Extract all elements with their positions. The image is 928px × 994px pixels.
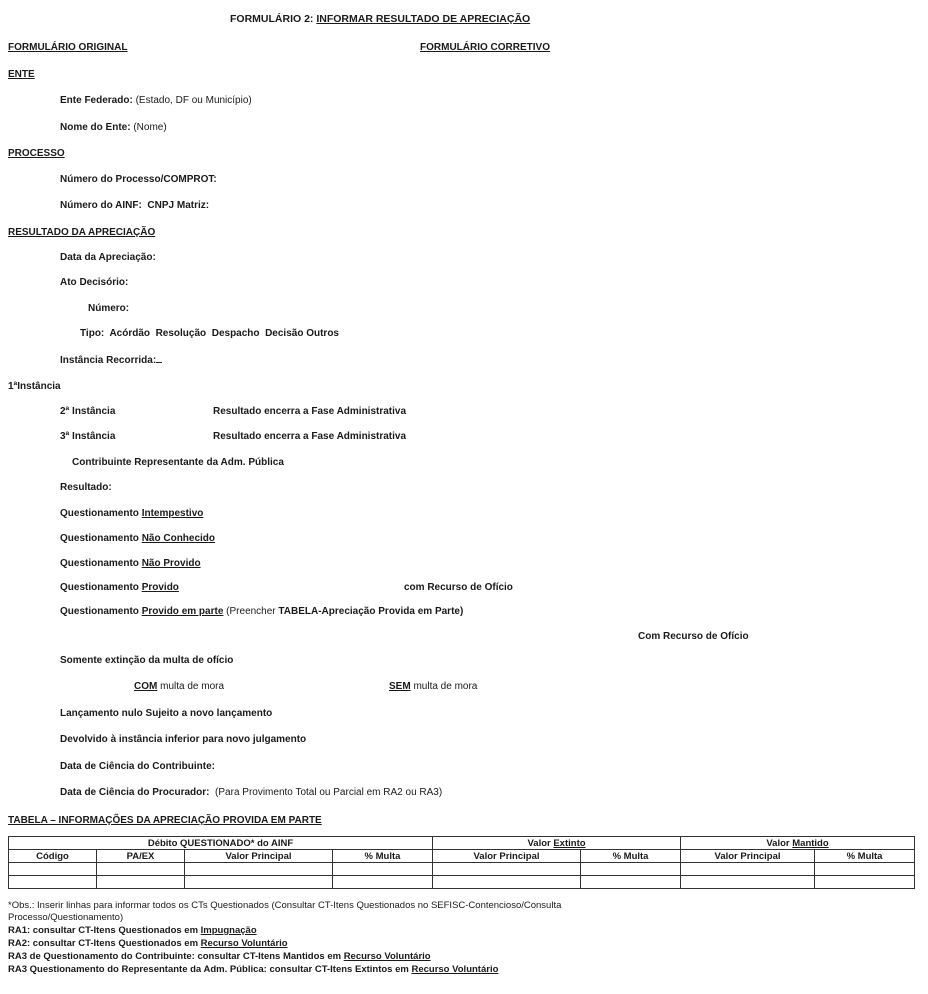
numero-ainf-label: Número do AINF: — [60, 200, 142, 211]
table-cell[interactable] — [815, 863, 915, 876]
multa-mora-text: multa de mora — [413, 681, 478, 692]
form-title — [230, 13, 530, 25]
tipo-row — [80, 328, 339, 339]
numero-label: Número: — [88, 303, 130, 314]
ra3a-u: Recurso Voluntário — [343, 951, 431, 962]
questionamento-provido — [60, 582, 179, 593]
somente-extincao-label: Somente extinção da multa de ofício — [60, 655, 234, 666]
ciencia-procurador-row — [60, 787, 442, 798]
provido-text: Provido — [141, 582, 179, 593]
tipo-label: Tipo: — [80, 328, 105, 339]
table-column-header-row — [9, 850, 915, 863]
encerra-fase-label: Resultado encerra a Fase Administrativa — [213, 406, 407, 417]
col-percent-multa: % Multa — [333, 850, 433, 863]
ra1-note — [8, 925, 257, 936]
table-cell[interactable] — [97, 876, 185, 889]
col-valor-principal: Valor Principal — [681, 850, 815, 863]
table-cell[interactable] — [815, 876, 915, 889]
table-cell[interactable] — [333, 863, 433, 876]
ra3b-prefix: RA3 Questionamento do Representante da Adm. Pública: consultar CT-Itens Extintos em — [8, 964, 412, 975]
ato-decisorio-label: Ato Decisório: — [60, 277, 129, 288]
nome-ente-row — [60, 122, 167, 133]
table-cell[interactable] — [433, 863, 581, 876]
questionamento-provido-parte — [60, 606, 463, 617]
table-cell[interactable] — [9, 876, 97, 889]
com-multa-mora — [134, 681, 224, 692]
group-valor-mantido — [681, 837, 915, 850]
multa-mora-text: multa de mora — [160, 681, 225, 692]
resultado-label: Resultado: — [60, 482, 112, 493]
group-valor-mantido-u: Mantido — [792, 837, 829, 849]
col-percent-multa: % Multa — [581, 850, 681, 863]
numero-processo-label: Número do Processo/COMPROT: — [60, 174, 217, 185]
apreciacao-table — [8, 836, 915, 889]
column-original-label: FORMULÁRIO ORIGINAL — [8, 42, 128, 53]
ente-federado-hint: (Estado, DF ou Município) — [135, 95, 252, 106]
terceira-instancia-label: 3ª Instância — [60, 431, 116, 442]
provido-parte-text: Provido em parte — [141, 606, 224, 617]
table-row — [9, 876, 915, 889]
group-valor-mantido-prefix: Valor — [766, 837, 793, 849]
group-valor-extinto-u: Extinto — [553, 837, 586, 849]
group-valor-extinto-prefix: Valor — [527, 837, 554, 849]
tipo-option: Acórdão — [109, 328, 151, 339]
col-percent-multa: % Multa — [815, 850, 915, 863]
instancia-recorrida-text: Instância Recorrida: — [60, 355, 157, 366]
ra2-u: Recurso Voluntário — [200, 938, 288, 949]
numero-ainf-row — [60, 200, 209, 211]
com-recurso-oficio-label: com Recurso de Ofício — [404, 582, 513, 593]
ra1-u: Impugnação — [200, 925, 257, 936]
questionamento-text: Questionamento — [60, 558, 139, 569]
table-cell[interactable] — [581, 863, 681, 876]
devolvido-label: Devolvido à instância inferior para novo julgamento — [60, 734, 307, 745]
tipo-option: Decisão — [265, 328, 304, 339]
questionamento-text: Questionamento — [60, 508, 139, 519]
col-pa-ex: PA/EX — [97, 850, 185, 863]
group-debito-questionado: Débito QUESTIONADO* do AINF — [9, 837, 433, 850]
table-cell[interactable] — [97, 863, 185, 876]
obs-line-1: *Obs.: Inserir linhas para informar todos os CTs Questionados (Consultar CT-Itens Questionados no SEFISC-Contencioso/Consulta — [8, 900, 562, 911]
table-cell[interactable] — [681, 876, 815, 889]
provido-parte-hint: (Preencher — [226, 606, 279, 617]
ciencia-procurador-label: Data de Ciência do Procurador: — [60, 787, 210, 798]
com-recurso-oficio-cap-label: Com Recurso de Ofício — [638, 631, 749, 642]
form-title-prefix: FORMULÁRIO 2: — [230, 13, 317, 25]
table-group-row — [9, 837, 915, 850]
ra1-prefix: RA1: consultar CT-Itens Questionados em — [8, 925, 201, 936]
encerra-fase-label: Resultado encerra a Fase Administrativa — [213, 431, 407, 442]
ra3-representante-note — [8, 964, 498, 975]
questionamento-text: Questionamento — [60, 533, 139, 544]
ra2-note — [8, 938, 288, 949]
table-cell[interactable] — [433, 876, 581, 889]
section-processo-header: PROCESSO — [8, 148, 65, 159]
ciencia-contribuinte-label: Data de Ciência do Contribuinte: — [60, 761, 216, 772]
instancia-recorrida-label — [60, 355, 162, 366]
column-corretivo-label: FORMULÁRIO CORRETIVO — [420, 42, 550, 53]
col-codigo: Código — [9, 850, 97, 863]
com-text: COM — [134, 681, 158, 692]
tipo-option: Resolução — [155, 328, 207, 339]
col-valor-principal: Valor Principal — [433, 850, 581, 863]
nome-ente-label: Nome do Ente: — [60, 122, 131, 133]
section-ente-header: ENTE — [8, 69, 35, 80]
questionamento-intempestivo — [60, 508, 203, 519]
data-apreciacao-label: Data da Apreciação: — [60, 252, 156, 263]
table-cell[interactable] — [185, 876, 333, 889]
group-valor-extinto — [433, 837, 681, 850]
nome-ente-hint: (Nome) — [133, 122, 167, 133]
ente-federado-row — [60, 95, 252, 106]
questionamento-text: Questionamento — [60, 582, 139, 593]
ciencia-procurador-hint: (Para Provimento Total ou Parcial em RA2 ou RA3) — [215, 787, 443, 798]
questionamento-nao-conhecido — [60, 533, 215, 544]
nao-provido-text: Não Provido — [141, 558, 201, 569]
provido-parte-hint-table: TABELA-Apreciação Provida em Parte) — [278, 606, 464, 617]
ra3a-prefix: RA3 de Questionamento do Contribuinte: consultar CT-Itens Mantidos em — [8, 951, 344, 962]
table-cell[interactable] — [333, 876, 433, 889]
cnpj-matriz-label: CNPJ Matriz: — [147, 200, 210, 211]
segunda-instancia-label: 2ª Instância — [60, 406, 116, 417]
tabela-header: TABELA – INFORMAÇÕES DA APRECIAÇÃO PROVIDA EM PARTE — [8, 815, 322, 826]
table-cell[interactable] — [9, 863, 97, 876]
contribuinte-representante-label: Contribuinte Representante da Adm. Pública — [72, 457, 284, 468]
col-valor-principal: Valor Principal — [185, 850, 333, 863]
ra3b-u: Recurso Voluntário — [411, 964, 499, 975]
section-resultado-header: RESULTADO DA APRECIAÇÃO — [8, 227, 156, 238]
table-cell[interactable] — [185, 863, 333, 876]
primeira-instancia-label: 1ªInstância — [8, 381, 61, 392]
lancamento-nulo-label: Lançamento nulo Sujeito a novo lançamento — [60, 708, 273, 719]
tipo-option: Outros — [306, 328, 339, 339]
ra3-contribuinte-note — [8, 951, 431, 962]
questionamento-text: Questionamento — [60, 606, 139, 617]
questionamento-nao-provido — [60, 558, 201, 569]
ente-federado-label: Ente Federado: — [60, 95, 133, 106]
table-cell[interactable] — [581, 876, 681, 889]
sem-multa-mora — [389, 681, 477, 692]
form-title-underlined: INFORMAR RESULTADO DE APRECIAÇÃO — [316, 13, 531, 25]
sem-text: SEM — [389, 681, 411, 692]
tipo-option: Despacho — [211, 328, 260, 339]
obs-line-2: Processo/Questionamento) — [8, 912, 124, 923]
intempestivo-text: Intempestivo — [141, 508, 204, 519]
nao-conhecido-text: Não Conhecido — [141, 533, 216, 544]
ra2-prefix: RA2: consultar CT-Itens Questionados em — [8, 938, 201, 949]
table-row — [9, 863, 915, 876]
table-cell[interactable] — [681, 863, 815, 876]
